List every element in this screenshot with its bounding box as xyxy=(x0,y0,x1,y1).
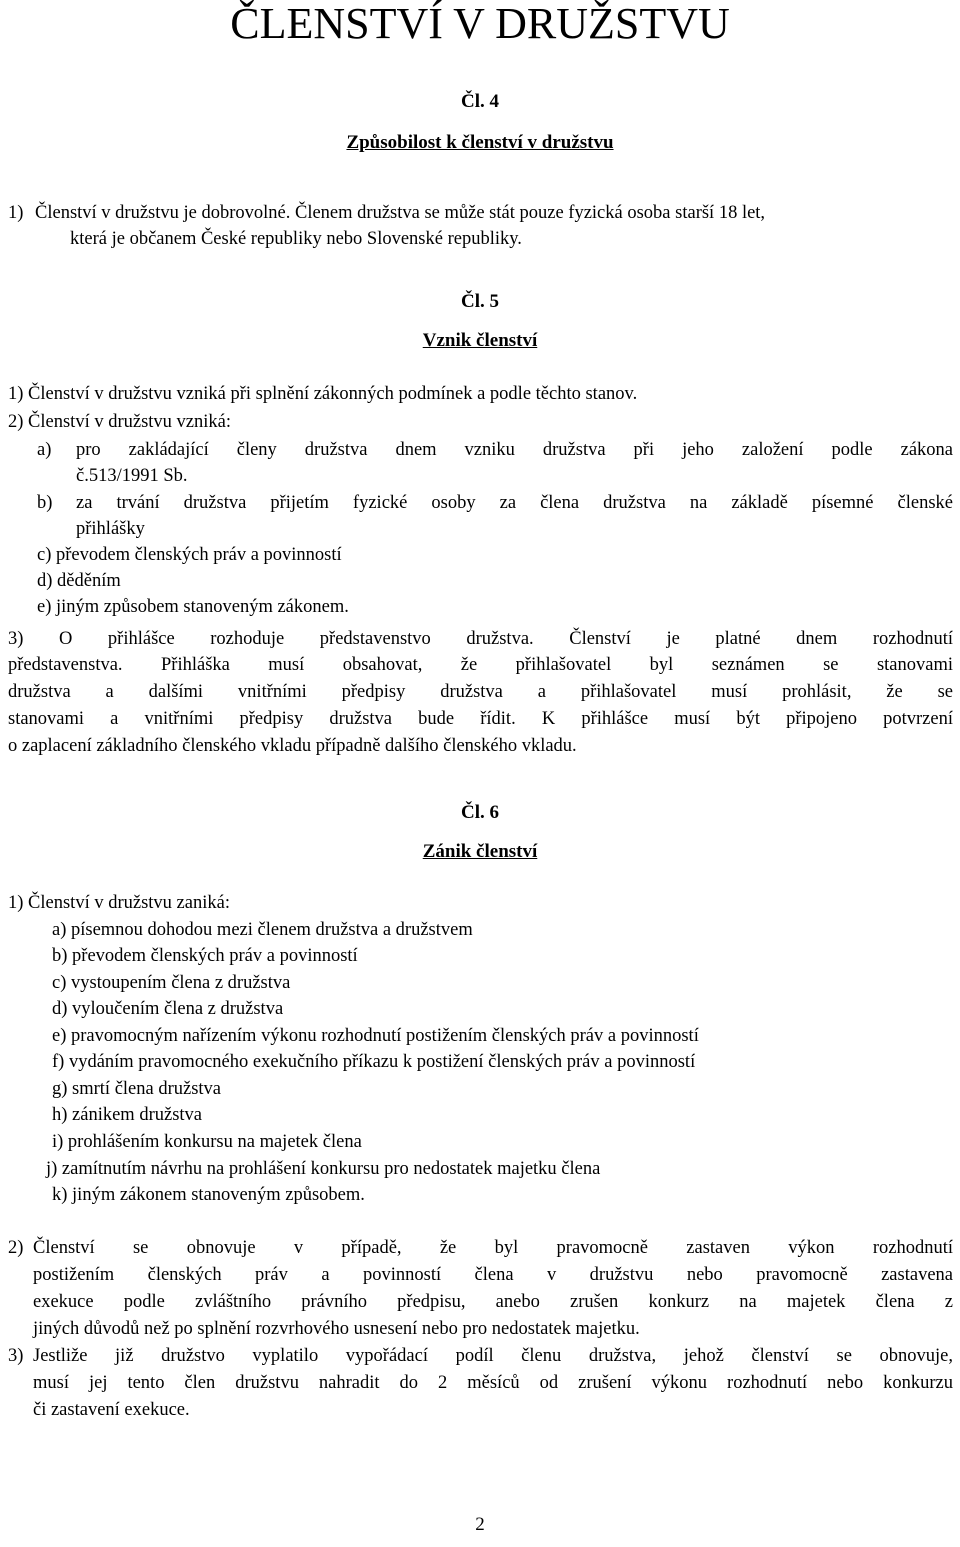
art6-p2-line1: Členství se obnovuje v případě, že byl pravomocně zastaven výkon rozhodnutí xyxy=(33,1238,953,1258)
art6-p2-number: 2) xyxy=(8,1238,24,1258)
art6-item-g: g) smrtí člena družstva xyxy=(52,1079,222,1099)
art5-p3-line4: stanovami a vnitřními předpisy družstva bude řídit. K přihlášce musí být připojeno potvrzení xyxy=(8,709,953,729)
page-number: 2 xyxy=(475,1514,485,1535)
art5-a-line1: pro zakládající členy družstva dnem vzniku družstva při jeho založení podle zákona xyxy=(76,440,953,460)
art6-item-c: c) vystoupením člena z družstva xyxy=(52,973,291,993)
art4-p1-line1: Členství v družstvu je dobrovolné. Členem družstva se může stát pouze fyzická osoba starší 18 let, xyxy=(35,203,766,223)
art5-item-c: c) převodem členských práv a povinností xyxy=(37,545,342,565)
article-5-number: Čl. 5 xyxy=(461,291,499,312)
art5-p3-line1: 3) O přihlášce rozhoduje představenstvo družstva. Členství je platné dnem rozhodnutí xyxy=(8,629,953,649)
art5-b-line2: přihlášky xyxy=(76,519,145,539)
art6-p2-line2: postižením členských práv a povinností člena v družstvu nebo pravomocně zastavena xyxy=(33,1265,953,1285)
art5-item-e: e) jiným způsobem stanoveným zákonem. xyxy=(37,597,349,617)
art6-p3-number: 3) xyxy=(8,1346,24,1366)
art5-a-label: a) xyxy=(37,440,52,460)
document-title: ČLENSTVÍ V DRUŽSTVU xyxy=(230,0,730,48)
article-5-heading: Vznik členství xyxy=(422,330,538,351)
art6-p2-line4: jiných důvodů než po splnění rozvrhového usnesení nebo pro nedostatek majetku. xyxy=(33,1319,640,1339)
art5-item-d: d) děděním xyxy=(37,571,121,591)
art4-p1-number: 1) xyxy=(8,203,24,223)
art5-p1: 1) Členství v družstvu vzniká při splnění zákonných podmínek a podle těchto stanov. xyxy=(8,384,638,404)
article-6-heading: Zánik členství xyxy=(422,841,538,862)
art6-p3-line3: či zastavení exekuce. xyxy=(33,1400,190,1420)
article-4-heading: Způsobilost k členství v družstvu xyxy=(346,132,614,153)
art6-p3-line1: Jestliže již družstvo vyplatilo vypořádací podíl členu družstva, jehož členství se obnovuje, xyxy=(33,1346,953,1366)
art4-p1-line2: která je občanem České republiky nebo Slovenské republiky. xyxy=(70,229,522,249)
art5-p2: 2) Členství v družstvu vzniká: xyxy=(8,412,231,432)
art5-b-label: b) xyxy=(37,493,53,513)
art6-item-a: a) písemnou dohodou mezi členem družstva a družstvem xyxy=(52,920,473,940)
art6-item-h: h) zánikem družstva xyxy=(52,1105,202,1125)
article-6-number: Čl. 6 xyxy=(461,802,499,823)
art6-p1: 1) Členství v družstvu zaniká: xyxy=(8,893,230,913)
art6-item-k: k) jiným zákonem stanoveným způsobem. xyxy=(52,1185,365,1205)
article-4-number: Čl. 4 xyxy=(461,91,499,112)
art5-p3-line2: představenstva. Přihláška musí obsahovat, že přihlašovatel byl seznámen se stanovami xyxy=(8,655,953,675)
art6-item-i: i) prohlášením konkursu na majetek člena xyxy=(52,1132,362,1152)
art6-item-j: j) zamítnutím návrhu na prohlášení konkursu pro nedostatek majetku člena xyxy=(46,1159,601,1179)
art6-p3-line2: musí jej tento člen družstvu nahradit do 2 měsíců od zrušení výkonu rozhodnutí nebo konkurzu xyxy=(33,1373,953,1393)
art6-item-d: d) vyloučením člena z družstva xyxy=(52,999,284,1019)
art5-b-line1: za trvání družstva přijetím fyzické osoby za člena družstva na základě písemné členské xyxy=(76,493,953,513)
art6-item-b: b) převodem členských práv a povinností xyxy=(52,946,358,966)
art6-item-f: f) vydáním pravomocného exekučního příkazu k postižení členských práv a povinností xyxy=(52,1052,696,1072)
art6-item-e: e) pravomocným nařízením výkonu rozhodnutí postižením členských práv a povinností xyxy=(52,1026,699,1046)
art5-p3-line5: o zaplacení základního členského vkladu případně dalšího členského vkladu. xyxy=(8,736,577,756)
art6-p2-line3: exekuce podle zvláštního právního předpisu, anebo zrušen konkurz na majetek člena z xyxy=(33,1292,953,1312)
art5-a-line2: č.513/1991 Sb. xyxy=(76,466,188,486)
art5-p3-line3: družstva a dalšími vnitřními předpisy družstva a přihlašovatel musí prohlásit, že se xyxy=(8,682,953,702)
